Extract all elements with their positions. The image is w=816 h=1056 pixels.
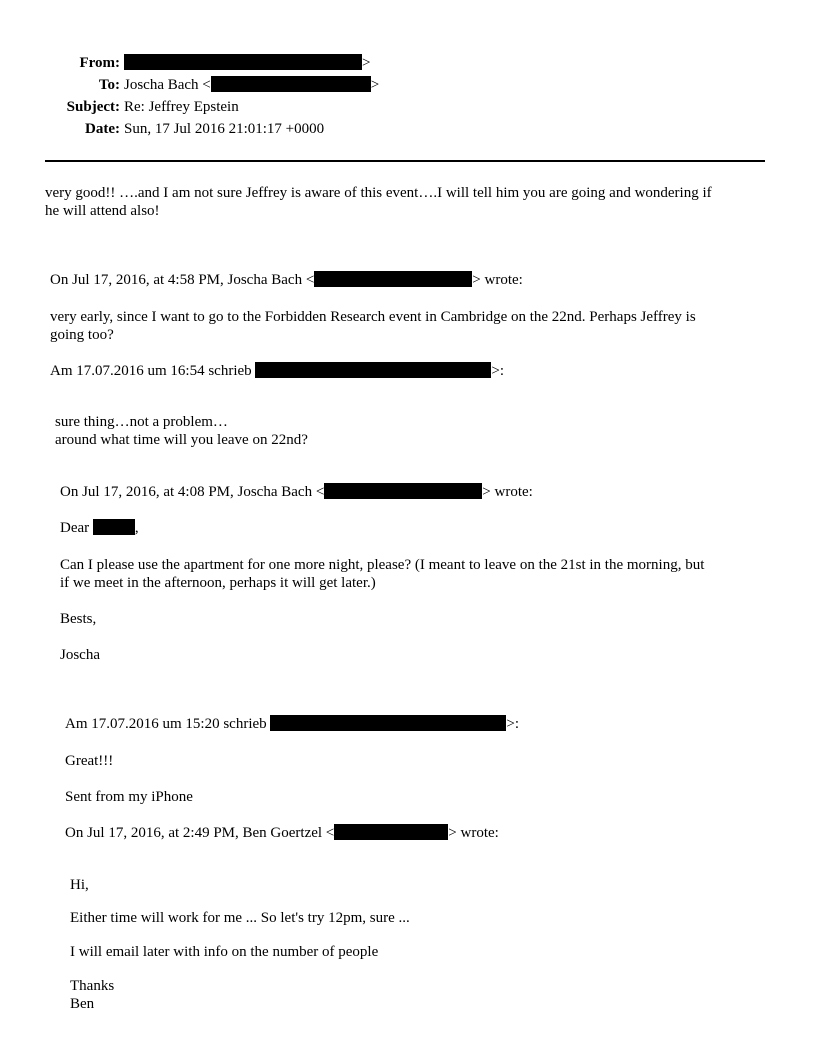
quote1-line-1: very early, since I want to go to the Forbidden Research event in Cambridge on the 22nd. Perhaps Jeffrey is bbox=[50, 309, 696, 325]
quote2-intro bbox=[50, 362, 504, 380]
quote3-intro bbox=[60, 483, 533, 501]
from-label: From: bbox=[79, 55, 120, 71]
to-value bbox=[124, 76, 379, 94]
quote1-intro-before: On Jul 17, 2016, at 4:58 PM, Joscha Bach < bbox=[50, 272, 315, 288]
quote2-intro-after: >: bbox=[491, 363, 505, 379]
quote2-intro-before: Am 17.07.2016 um 16:54 schrieb bbox=[50, 363, 252, 379]
date-value: Sun, 17 Jul 2016 21:01:17 +0000 bbox=[124, 121, 325, 137]
reply-line-1: very good!! ….and I am not sure Jeffrey is aware of this event….I will tell him you are going and wondering if bbox=[45, 185, 712, 201]
header-divider bbox=[45, 160, 765, 162]
quote2-line-2: around what time will you leave on 22nd? bbox=[55, 432, 308, 448]
reply-line-2: he will attend also! bbox=[45, 203, 160, 219]
quote4-intro-after: >: bbox=[506, 716, 520, 732]
quote3-intro-after: > wrote: bbox=[482, 484, 533, 500]
quote5-thanks: Thanks bbox=[70, 978, 115, 994]
redaction-box bbox=[255, 362, 491, 378]
quote3-bests: Bests, bbox=[60, 611, 97, 627]
from-value bbox=[124, 54, 370, 72]
redaction-box bbox=[334, 824, 448, 840]
quote3-greeting bbox=[60, 519, 139, 537]
quote5-intro-after: > wrote: bbox=[448, 825, 499, 841]
quote4-sent-from: Sent from my iPhone bbox=[65, 789, 193, 805]
quote5-line-2: I will email later with info on the number of people bbox=[70, 944, 379, 960]
quote5-line-1: Either time will work for me ... So let's try 12pm, sure ... bbox=[70, 910, 410, 926]
quote4-intro-before: Am 17.07.2016 um 15:20 schrieb bbox=[65, 716, 267, 732]
quote1-line-2: going too? bbox=[50, 327, 114, 343]
to-label: To: bbox=[98, 77, 120, 93]
redaction-box bbox=[93, 519, 135, 535]
quote2-line-1: sure thing…not a problem… bbox=[55, 414, 228, 430]
date-label: Date: bbox=[85, 121, 120, 137]
redaction-box bbox=[270, 715, 506, 731]
quote5-signature: Ben bbox=[70, 996, 95, 1012]
to-after: > bbox=[370, 77, 380, 93]
subject-label: Subject: bbox=[66, 99, 120, 115]
quote4-intro bbox=[65, 715, 519, 733]
redaction-box bbox=[211, 76, 371, 92]
quote5-intro bbox=[65, 824, 499, 842]
quote3-greeting-after: , bbox=[134, 520, 139, 536]
redaction-box bbox=[324, 483, 482, 499]
quote3-line-2: if we meet in the afternoon, perhaps it will get later.) bbox=[60, 575, 376, 591]
quote4-great: Great!!! bbox=[65, 753, 114, 769]
quote3-intro-before: On Jul 17, 2016, at 4:08 PM, Joscha Bach < bbox=[60, 484, 325, 500]
quote1-intro-after: > wrote: bbox=[472, 272, 523, 288]
quote3-signature: Joscha bbox=[60, 647, 100, 663]
redaction-box bbox=[314, 271, 472, 287]
from-after: > bbox=[362, 55, 371, 71]
to-name: Joscha Bach < bbox=[124, 77, 211, 93]
quote1-intro bbox=[50, 271, 523, 289]
quote3-greeting-before: Dear bbox=[60, 520, 90, 536]
quote3-line-1: Can I please use the apartment for one more night, please? (I meant to leave on the 21st in the morning, but bbox=[60, 557, 705, 573]
quote5-intro-before: On Jul 17, 2016, at 2:49 PM, Ben Goertzel < bbox=[65, 825, 335, 841]
redaction-box bbox=[124, 54, 362, 70]
quote5-hi: Hi, bbox=[70, 877, 89, 893]
subject-value: Re: Jeffrey Epstein bbox=[124, 99, 239, 115]
